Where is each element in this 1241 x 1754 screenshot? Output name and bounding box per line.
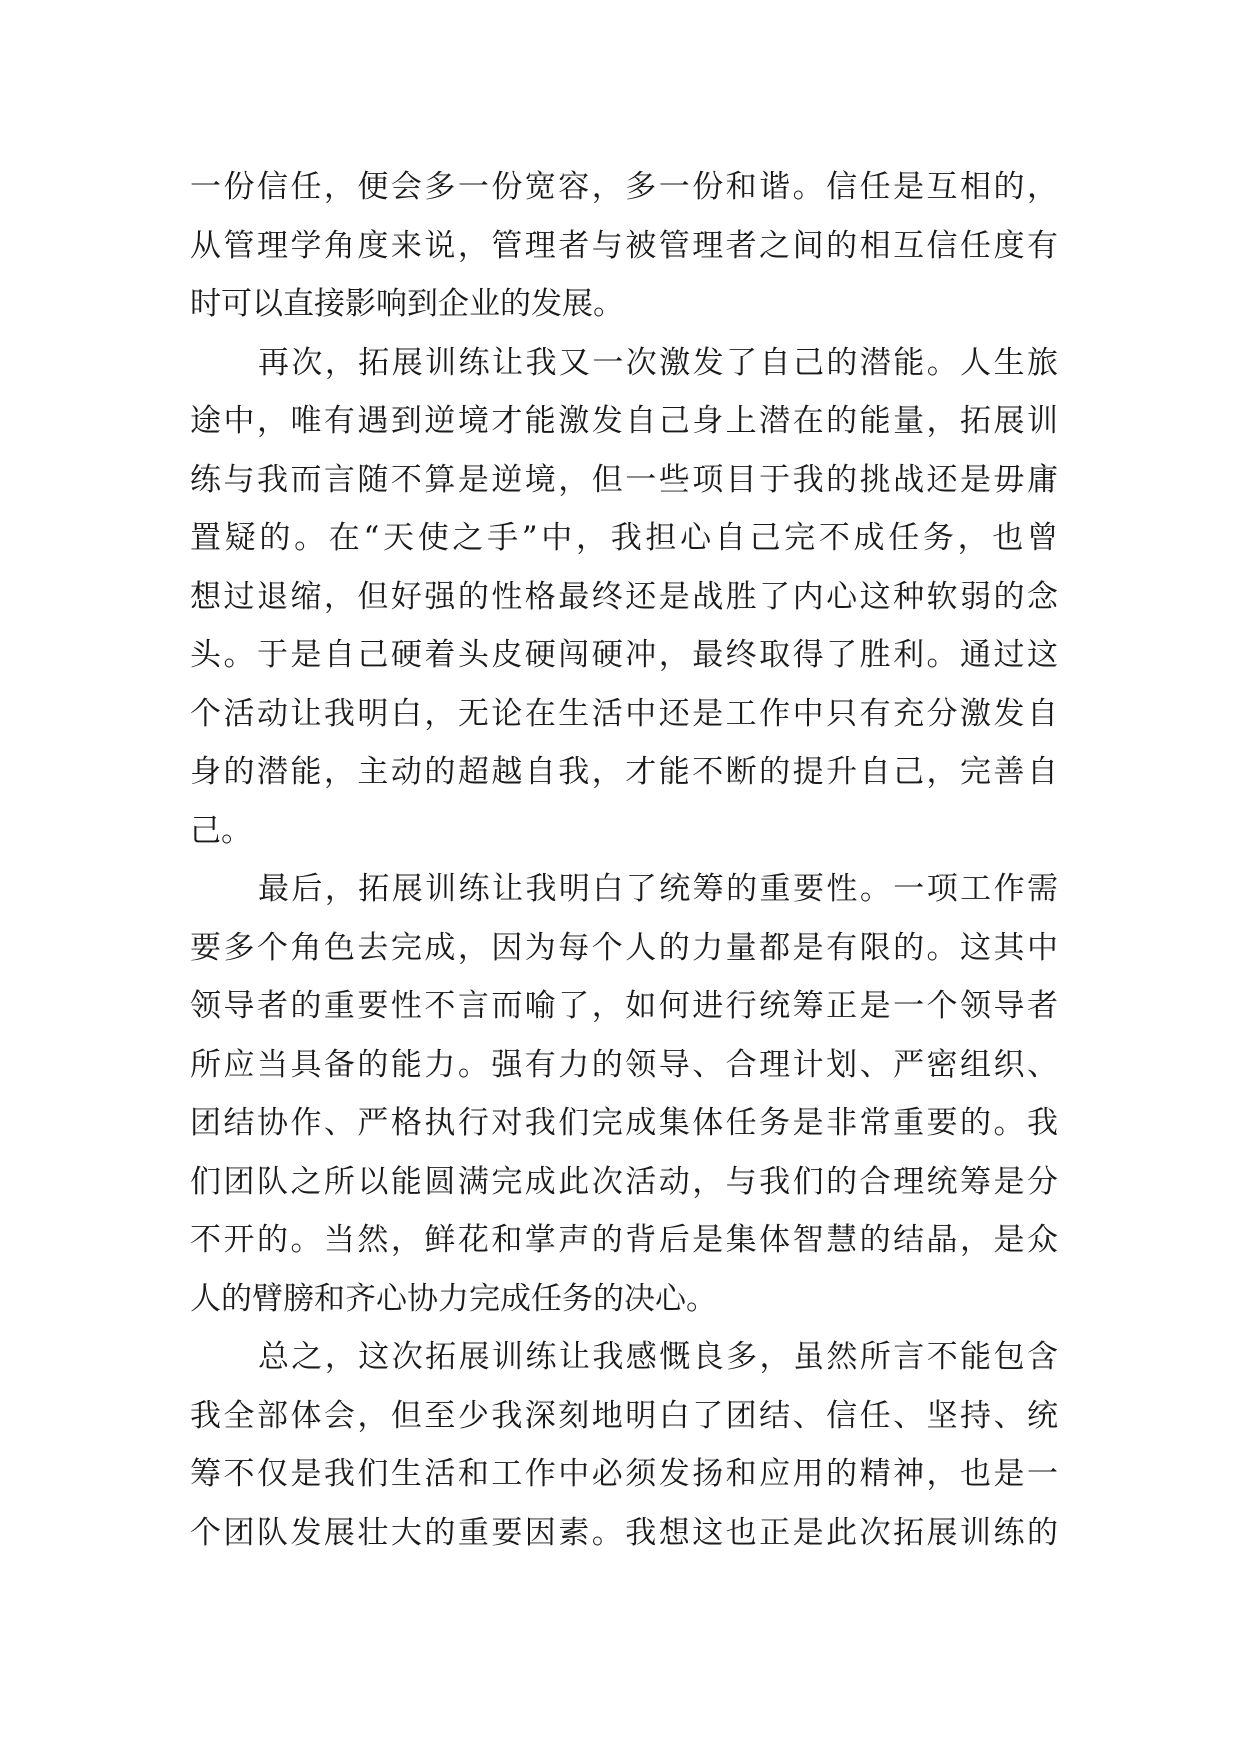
paragraph-3-line-5: 团结协作、严格执行对我们完成集体任务是非常重要的。我 [190,1105,1058,1141]
document-body [190,158,1058,1562]
paragraph-3-line-6: 们团队之所以能圆满完成此次活动，与我们的合理统筹是分 [190,1163,1058,1200]
paragraph-2-line-4: 置疑的。在“天使之手”中，我担心自己完不成任务，也曾 [190,520,1058,556]
paragraph-2-line-9: 己。 [190,812,252,849]
paragraph-2-line-7: 个活动让我明白，无论在生活中还是工作中只有充分激发自 [190,695,1058,732]
paragraph-1-line-2: 从管理学角度来说，管理者与被管理者之间的相互信任度有 [190,227,1058,264]
paragraph-1-line-1: 一份信任，便会多一份宽容，多一份和谐。信任是互相的， [190,169,1058,205]
paragraph-4-line-3: 筹不仅是我们生活和工作中必须发扬和应用的精神，也是一 [190,1456,1058,1492]
paragraph-2-line-3: 练与我而言随不算是逆境，但一些项目于我的挑战还是毋庸 [190,461,1058,498]
paragraph-3-line-3: 领导者的重要性不言而喻了，如何进行统筹正是一个领导者 [190,988,1058,1024]
paragraph-4-line-4: 个团队发展壮大的重要因素。我想这也正是此次拓展训练的 [190,1514,1058,1551]
paragraph-3-line-8: 人的臂膀和齐心协力完成任务的决心。 [190,1280,717,1317]
paragraph-3-line-4: 所应当具备的能力。强有力的领导、合理计划、严密组织、 [190,1046,1058,1083]
paragraph-2-line-1: 再次，拓展训练让我又一次激发了自己的潜能。人生旅 [258,344,1058,381]
paragraph-3-line-1: 最后，拓展训练让我明白了统筹的重要性。一项工作需 [258,871,1058,907]
paragraph-3-line-2: 要多个角色去完成，因为每个人的力量都是有限的。这其中 [190,929,1058,966]
paragraph-4-line-2: 我全部体会，但至少我深刻地明白了团结、信任、坚持、统 [190,1397,1058,1434]
paragraph-4-line-1: 总之，这次拓展训练让我感慨良多，虽然所言不能包含 [258,1339,1058,1375]
paragraph-2-line-5: 想过退缩，但好强的性格最终还是战胜了内心这种软弱的念 [190,578,1058,615]
paragraph-1-line-3: 时可以直接影响到企业的发展。 [190,286,624,322]
paragraph-3-line-7: 不开的。当然，鲜花和掌声的背后是集体智慧的结晶，是众 [190,1222,1058,1258]
paragraph-2-line-8: 身的潜能，主动的超越自我，才能不断的提升自己，完善自 [190,754,1058,790]
paragraph-2-line-2: 途中，唯有遇到逆境才能激发自己身上潜在的能量，拓展训 [190,403,1058,439]
paragraph-2-line-6: 头。于是自己硬着头皮硬闯硬冲，最终取得了胜利。通过这 [190,637,1058,673]
